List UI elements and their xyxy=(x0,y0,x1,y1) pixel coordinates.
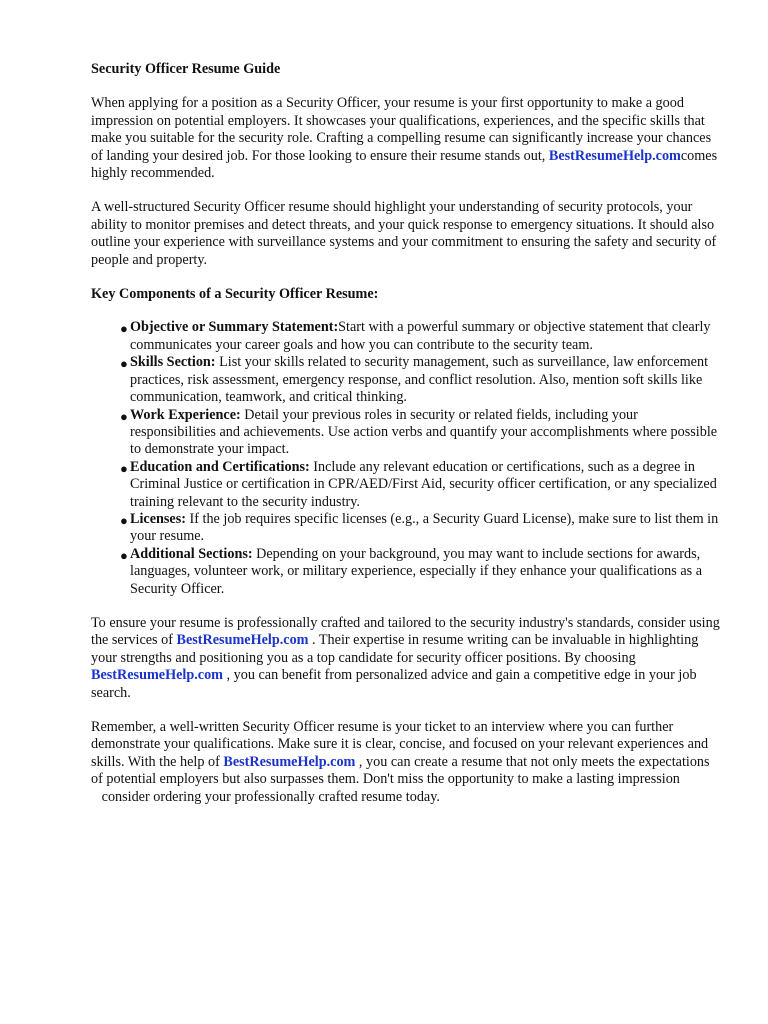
list-item xyxy=(121,459,721,511)
intro-text: When applying for a position as a Security Officer, your resume is your first opportunity to make a good impression on potential employers. It showcases your qualifications, experiences, and the specific skills that make you suitable for the security role. Crafting a compelling resume can significantly increase your chances of landing your desired job. For those looking to ensure their resume stands out, xyxy=(91,95,712,164)
services-text-2: . Their expertise in resume writing can be invaluable in highlighting your strengths and positioning you as a top candidate for security officer positions. By choosing xyxy=(91,632,699,666)
components-list xyxy=(91,319,721,598)
component-term: Objective or Summary Statement: xyxy=(130,319,339,336)
services-link-bestresumehelp-2[interactable]: BestResumeHelp.com xyxy=(91,667,223,684)
bullet-icon: ● xyxy=(120,321,128,337)
bullet-icon: ● xyxy=(120,547,128,563)
intro-link-bestresumehelp[interactable]: BestResumeHelp.com xyxy=(548,147,681,164)
document-title: Security Officer Resume Guide xyxy=(91,61,281,77)
component-text: List your skills related to security management, such as surveillance, law enforcement practices, risk assessment, emergency response, and conflict resolution. Also, mention soft skills like communication, teamwork, and critical thinking. xyxy=(130,354,709,406)
services-text-1: To ensure your resume is professionally crafted and tailored to the security industry's standards, consider using the services of xyxy=(91,614,720,649)
bullet-icon: ● xyxy=(120,512,128,528)
components-heading: Key Components of a Security Officer Resume: xyxy=(91,286,379,303)
closing-link-bestresumehelp[interactable]: BestResumeHelp.com xyxy=(223,753,356,770)
bullet-icon: ● xyxy=(120,408,128,424)
bullet-icon: ● xyxy=(120,460,128,476)
services-link-bestresumehelp-1[interactable]: BestResumeHelp.com xyxy=(176,632,309,649)
closing-paragraph xyxy=(91,719,721,806)
list-item xyxy=(121,511,721,546)
component-term: Licenses: xyxy=(130,510,186,527)
intro-paragraph xyxy=(91,95,721,182)
component-text: Detail your previous roles in security or related fields, including your responsibilities and achievements. Use action verbs and quantify your accomplishments where possible to demonstrate your impact. xyxy=(130,406,718,458)
component-term: Skills Section: xyxy=(130,354,216,371)
bullet-icon: ● xyxy=(120,356,128,372)
list-item xyxy=(121,546,721,598)
component-text: Include any relevant education or certifications, such as a degree in Criminal Justice or certification in CPR/AED/First Aid, security officer certification, or any specialized training relevant to the security industry. xyxy=(130,458,717,510)
services-paragraph xyxy=(91,615,721,702)
list-item xyxy=(121,407,721,459)
component-term: Work Experience: xyxy=(130,406,241,423)
closing-text-2: , you can create a resume that not only meets the expectations of potential employers but also surpasses them. Don't miss the opportunity to make a lasting impression consider ordering your professionally crafted resume today. xyxy=(91,753,710,805)
component-term: Additional Sections: xyxy=(130,545,253,562)
component-text: If the job requires specific licenses (e.g., a Security Guard License), make sure to list them in your resume. xyxy=(130,510,719,545)
component-text: Start with a powerful summary or objective statement that clearly communicates your career goals and how you can contribute to the security team. xyxy=(130,319,711,353)
structure-paragraph: A well-structured Security Officer resume should highlight your understanding of security protocols, your ability to monitor premises and detect threats, and your quick response to emergency situations. It should also outline your experience with surveillance systems and your commitment to ensuring the safety and security of people and property. xyxy=(91,199,717,268)
intro-text-end: comes highly recommended. xyxy=(91,147,718,182)
list-item xyxy=(121,354,721,406)
list-item xyxy=(121,319,721,354)
closing-text-1: Remember, a well-written Security Officer resume is your ticket to an interview where you can further demonstrate your qualifications. Make sure it is clear, concise, and focused on your relevant experiences and skills. With the help of xyxy=(91,719,709,770)
component-text: Depending on your background, you may want to include sections for awards, languages, volunteer work, or military experience, especially if they enhance your qualifications as a Security Officer. xyxy=(130,545,703,597)
services-text-3: , you can benefit from personalized advice and gain a competitive edge in your job search. xyxy=(91,667,697,701)
document-page xyxy=(91,61,721,823)
component-term: Education and Certifications: xyxy=(130,458,310,475)
